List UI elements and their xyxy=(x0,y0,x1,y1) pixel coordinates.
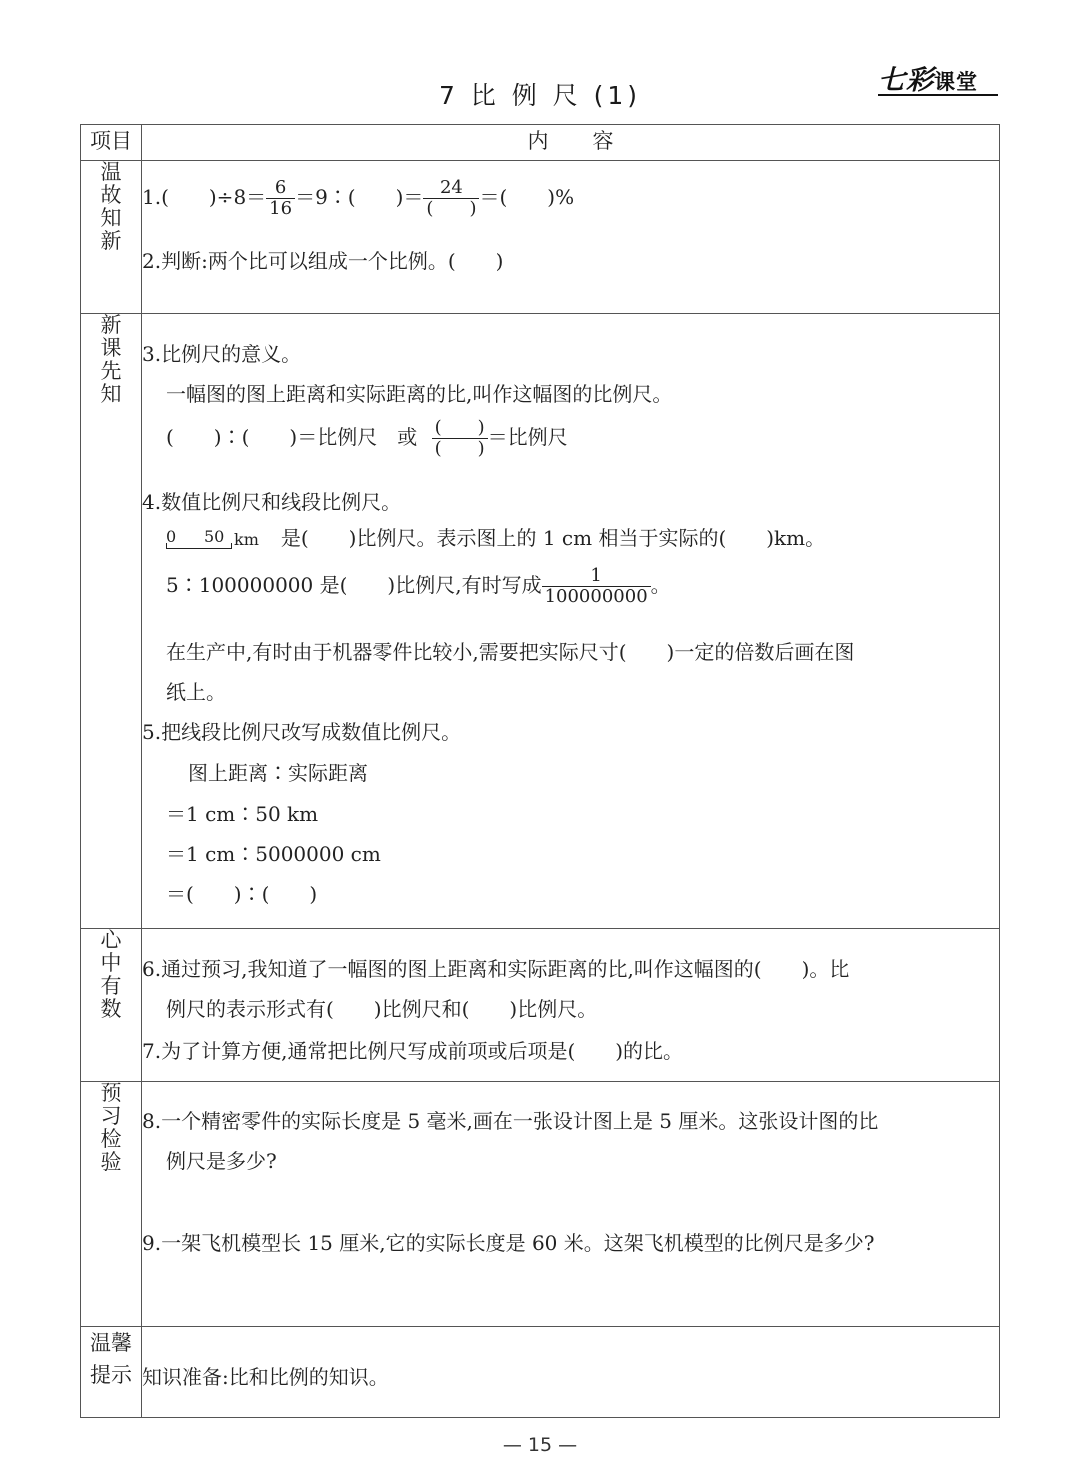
section-content xyxy=(142,161,1000,314)
section-summary xyxy=(81,929,1000,1082)
question-8-line-1: 8.一个精密零件的实际长度是 5 毫米,画在一张设计图上是 5 厘米。这张设计图的比 xyxy=(142,1109,879,1133)
page-number: — 15 — xyxy=(502,1434,578,1456)
section-label: 新课先知 xyxy=(81,314,142,929)
section-label: 预习检验 xyxy=(81,1082,142,1327)
scale-formula: ( )∶( )＝比例尺 或 $\frac{( )}{( )}$ ＝比例尺 xyxy=(166,417,568,459)
fraction: $\frac{( )}{( )}$ xyxy=(432,418,488,459)
question-1: 1.( )÷8＝ $\frac{6}{16}$ ＝9∶( )＝ $\frac{24}{( )}$ ＝( )% xyxy=(142,177,575,219)
fraction: $\frac{1}{100000000}$ xyxy=(542,566,651,607)
section-label: 心中有数 xyxy=(81,929,142,1082)
brand-small: 课堂 xyxy=(934,70,978,94)
section-content xyxy=(142,1082,1000,1327)
section-label: 温馨提示 xyxy=(81,1327,142,1418)
conversion-line-3: ＝1 cm∶5000000 cm xyxy=(166,842,381,866)
question-9: 9.一架飞机模型长 15 厘米,它的实际长度是 60 米。这架飞机模型的比例尺是多少? xyxy=(142,1231,875,1255)
production-text-2: 纸上。 xyxy=(166,680,226,704)
question-6-line-2: 例尺的表示形式有( )比例尺和( )比例尺。 xyxy=(166,997,598,1021)
fraction: $\frac{24}{( )}$ xyxy=(423,178,479,219)
conversion-line-4: ＝( )∶( ) xyxy=(166,882,318,906)
section-tip xyxy=(81,1327,1000,1418)
question-7: 7.为了计算方便,通常把比例尺写成前项或后项是( )的比。 xyxy=(142,1039,684,1063)
brand-underline xyxy=(878,94,998,96)
section-content xyxy=(142,1327,1000,1418)
conversion-line-2: ＝1 cm∶50 km xyxy=(166,802,319,826)
page-title: 7 比 例 尺 (1) xyxy=(438,81,642,110)
production-text-1: 在生产中,有时由于机器零件比较小,需要把实际尺寸( )一定的倍数后画在图 xyxy=(166,640,855,664)
line-scale-row: 0 50 km 是( )比例尺。表示图上的 1 cm 相当于实际的( )km。 xyxy=(166,526,826,550)
section-content xyxy=(142,929,1000,1082)
section-content xyxy=(142,314,1000,929)
section-review xyxy=(81,161,1000,314)
numeric-scale-row: 5∶100000000 是( )比例尺,有时写成 $\frac{1}{100000000}$ 。 xyxy=(166,565,671,607)
question-8-line-2: 例尺是多少? xyxy=(166,1149,277,1173)
line-scale-graphic: 0 50 xyxy=(166,529,232,551)
tip-text: 知识准备:比和比例的知识。 xyxy=(142,1365,389,1389)
question-3-title: 3.比例尺的意义。 xyxy=(142,342,302,366)
header-row xyxy=(81,125,1000,161)
brand-logo xyxy=(878,58,998,98)
section-check xyxy=(81,1082,1000,1327)
header-content: 内容 xyxy=(142,125,1000,161)
conversion-line-1: 图上距离∶实际距离 xyxy=(188,761,368,785)
section-label: 温故知新 xyxy=(81,161,142,314)
section-new-lesson xyxy=(81,314,1000,929)
fraction: $\frac{6}{16}$ xyxy=(266,178,295,219)
scale-definition: 一幅图的图上距离和实际距离的比,叫作这幅图的比例尺。 xyxy=(166,382,673,406)
question-6-line-1: 6.通过预习,我知道了一幅图的图上距离和实际距离的比,叫作这幅图的( )。比 xyxy=(142,957,850,981)
header-item: 项目 xyxy=(81,125,142,161)
question-4-title: 4.数值比例尺和线段比例尺。 xyxy=(142,490,402,514)
question-2: 2.判断:两个比可以组成一个比例。( ) xyxy=(142,249,504,273)
worksheet-table xyxy=(80,124,1000,1418)
brand-main: 七彩 xyxy=(878,65,934,96)
question-5-title: 5.把线段比例尺改写成数值比例尺。 xyxy=(142,720,462,744)
